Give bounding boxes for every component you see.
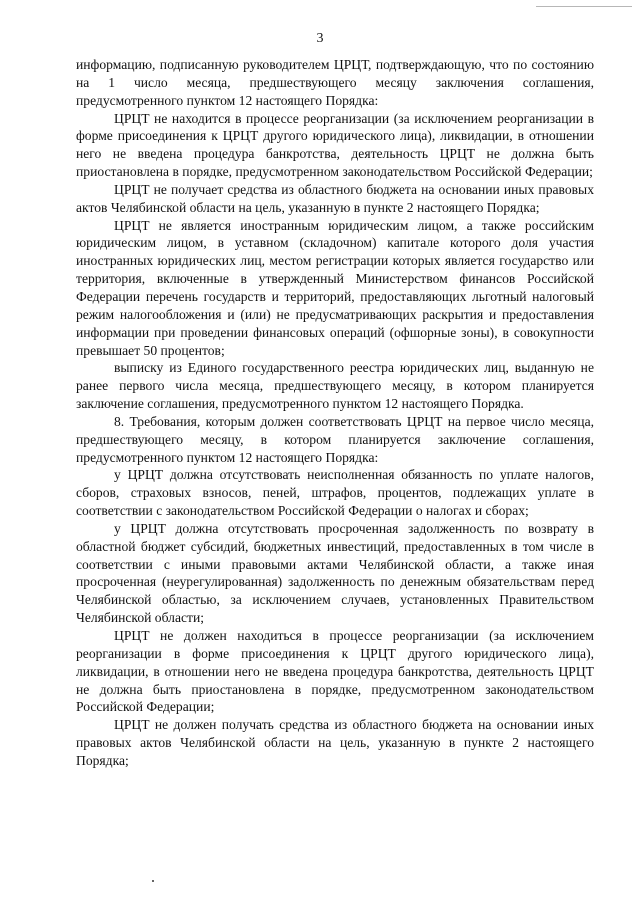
scan-edge-line [536, 6, 632, 7]
paragraph-intro: информацию, подписанную руководителем ЦРЦТ, подтверждающую, что по состоянию на 1 число месяца, предшествующего месяцу заключения соглашения, предусмотренного пунктом 12 настоящего Порядка: [76, 57, 594, 108]
paragraph: ЦРЦТ не находится в процессе реорганизации (за исключением реорганизации в форме присоединения к ЦРЦТ другого юридического лица), ликвидации, в отношении него не введена процедура банкротства, деятельность ЦРЦТ не должна быть приостановлена в порядке, предусмотренном законодательством Российской Федерации; [76, 110, 594, 180]
paragraph-section-8: 8. Требования, которым должен соответствовать ЦРЦТ на первое число месяца, предшествующего месяцу, в котором планируется заключение соглашения, предусмотренного пунктом 12 настоящего Порядка: [76, 413, 594, 465]
page-number: 3 [316, 31, 324, 46]
document-body [76, 56, 594, 770]
paragraph: у ЦРЦТ должна отсутствовать просроченная задолженность по возврату в областной бюджет субсидий, бюджетных инвестиций, предоставленных в том числе в соответствии с иными правовыми актами Челябинской области, а также иная просроченная (неурегулированная) задолженность по денежным обязательствам перед Челябинской областью, за исключением случаев, установленных Правительством Челябинской области; [76, 520, 594, 626]
paragraph: ЦРЦТ не должен находиться в процессе реорганизации (за исключением реорганизации в форме присоединения к ЦРЦТ другого юридического лица), ликвидации, в отношении него не введена процедура банкротства, деятельность ЦРЦТ не должна быть приостановлена в порядке, предусмотренном законодательством Российской Федерации; [76, 628, 594, 715]
paragraph: ЦРЦТ не получает средства из областного бюджета на основании иных правовых актов Челябинской области на цель, указанную в пункте 2 настоящего Порядка; [76, 181, 594, 215]
paragraph: ЦРЦТ не является иностранным юридическим лицом, а также российским юридическим лицом, в уставном (складочном) капитале которого доля участия иностранных юридических лиц, местом регистрации которых является государство или территория, включенные в утвержденный Министерством финансов Российской Федерации перечень государств и территорий, предоставляющих льготный налоговый режим налогообложения и (или) не предусматривающих раскрытия и предоставления информации при проведении финансовых операций (офшорные зоны), в совокупности превышает 50 процентов; [76, 217, 594, 358]
scan-speck [152, 880, 154, 882]
paragraph: у ЦРЦТ должна отсутствовать неисполненная обязанность по уплате налогов, сборов, страховых взносов, пеней, штрафов, процентов, подлежащих уплате в соответствии с законодательством Российской Федерации о налогах и сборах; [76, 467, 594, 519]
paragraph: выписку из Единого государственного реестра юридических лиц, выданную не ранее первого числа месяца, предшествующего месяцу, в котором планируется заключение соглашения, предусмотренного пунктом 12 настоящего Порядка. [76, 360, 594, 412]
paragraph: ЦРЦТ не должен получать средства из областного бюджета на основании иных правовых актов Челябинской области на цель, указанную в пункте 2 настоящего Порядка; [76, 717, 594, 768]
